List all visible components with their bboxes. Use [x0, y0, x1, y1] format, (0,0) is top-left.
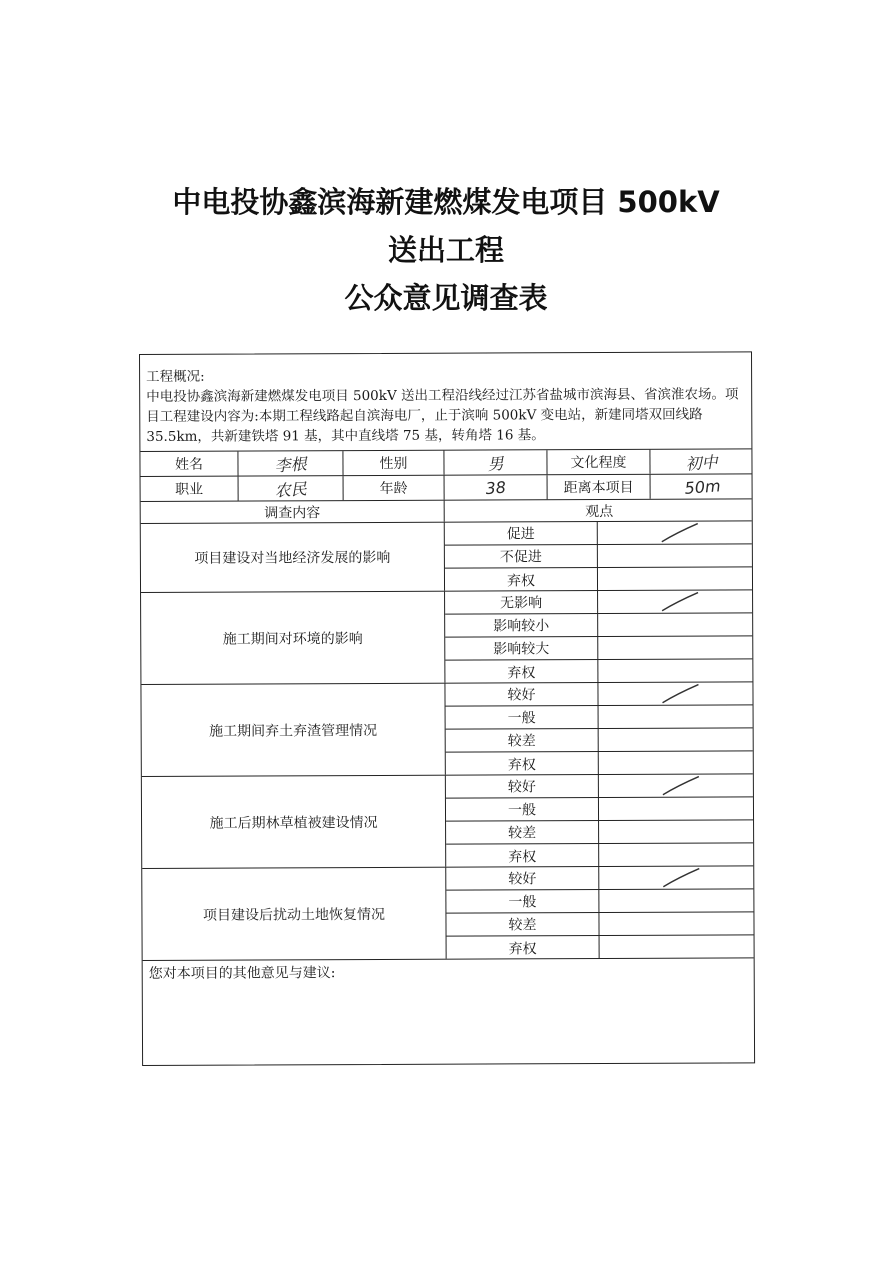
- option-row: [446, 912, 753, 936]
- check-mark-icon: [660, 683, 700, 705]
- option-checkbox[interactable]: [599, 751, 753, 775]
- option-row: [446, 705, 753, 729]
- survey-group: [142, 866, 753, 961]
- info-row-2: [141, 474, 752, 502]
- check-mark-icon: [660, 591, 700, 613]
- option-label: 弃权: [445, 568, 598, 592]
- distance-label: 距离本项目: [548, 475, 651, 499]
- other-comments-label: 您对本项目的其他意见与建议:: [148, 965, 336, 982]
- option-row: [446, 797, 753, 821]
- option-checkbox[interactable]: [598, 544, 752, 567]
- option-row: [445, 521, 752, 545]
- option-label: 较差: [446, 821, 599, 844]
- age-field[interactable]: [445, 475, 548, 499]
- survey-question: 施工期间弃土弃渣管理情况: [141, 684, 445, 776]
- option-checkbox[interactable]: [599, 797, 753, 820]
- gender-value: 男: [486, 453, 505, 474]
- option-row: [446, 866, 753, 890]
- option-row: [446, 843, 753, 867]
- check-mark-icon: [661, 775, 701, 797]
- option-checkbox[interactable]: [598, 521, 752, 544]
- option-label: 影响较大: [445, 637, 598, 660]
- education-label: 文化程度: [547, 450, 650, 474]
- option-label: 无影响: [445, 591, 598, 614]
- option-checkbox[interactable]: [599, 820, 753, 843]
- distance-value: 50m: [683, 475, 721, 498]
- name-label: 姓名: [140, 452, 238, 476]
- document-title: [0, 178, 892, 322]
- option-row: [446, 889, 753, 913]
- option-label: 弃权: [446, 752, 599, 776]
- option-label: 较好: [445, 683, 598, 706]
- option-checkbox[interactable]: [598, 682, 752, 705]
- check-mark-icon: [660, 522, 700, 544]
- project-overview: [140, 352, 751, 452]
- option-row: [446, 820, 753, 844]
- option-checkbox[interactable]: [599, 843, 753, 867]
- option-label: 弃权: [445, 660, 598, 684]
- option-label: 较差: [446, 729, 599, 752]
- option-row: [445, 682, 752, 706]
- option-checkbox[interactable]: [598, 590, 752, 613]
- option-row: [446, 751, 753, 775]
- occupation-label: 职业: [141, 477, 239, 501]
- opinion-header: 观点: [585, 503, 614, 520]
- survey-group: [141, 521, 752, 593]
- survey-question: 项目建设对当地经济发展的影响: [141, 523, 445, 592]
- content-header: 调查内容: [141, 501, 445, 523]
- option-row: [445, 613, 752, 637]
- option-row: [445, 636, 752, 660]
- option-checkbox[interactable]: [599, 889, 753, 912]
- occupation-value: 农民: [273, 478, 308, 500]
- option-row: [446, 774, 753, 798]
- age-value: 38: [484, 477, 507, 498]
- option-checkbox[interactable]: [599, 728, 753, 751]
- education-value: 初中: [685, 451, 719, 474]
- option-checkbox[interactable]: [598, 659, 752, 683]
- other-comments[interactable]: [143, 952, 754, 1065]
- option-checkbox[interactable]: [598, 613, 752, 636]
- info-row-1: [140, 449, 751, 477]
- option-label: 较差: [446, 913, 599, 936]
- option-label: 一般: [446, 706, 599, 729]
- age-label: 年龄: [344, 476, 445, 500]
- option-checkbox[interactable]: [599, 866, 753, 889]
- option-checkbox[interactable]: [599, 912, 753, 935]
- option-row: [445, 544, 752, 568]
- check-mark-icon: [661, 867, 701, 889]
- title-line-1: 中电投协鑫滨海新建燃煤发电项目 500kV: [172, 185, 720, 219]
- option-label: 较好: [446, 867, 599, 890]
- survey-question: 项目建设后扰动土地恢复情况: [142, 868, 446, 960]
- overview-label: 工程概况:: [146, 368, 205, 385]
- option-checkbox[interactable]: [599, 774, 753, 797]
- option-label: 弃权: [446, 844, 599, 868]
- occupation-field[interactable]: [239, 476, 344, 500]
- option-row: [445, 567, 752, 591]
- survey-question: 施工后期林草植被建设情况: [142, 776, 446, 868]
- option-checkbox[interactable]: [598, 567, 752, 591]
- gender-field[interactable]: [444, 450, 547, 474]
- option-checkbox[interactable]: [598, 636, 752, 659]
- gender-label: 性别: [343, 451, 444, 475]
- survey-question: 施工期间对环境的影响: [141, 592, 445, 684]
- option-label: 一般: [446, 798, 599, 821]
- option-label: 不促进: [445, 545, 598, 568]
- option-label: 弃权: [447, 936, 600, 960]
- distance-field[interactable]: [651, 474, 754, 498]
- name-field[interactable]: [238, 451, 343, 475]
- name-value: 李根: [273, 453, 308, 475]
- option-row: [446, 728, 753, 752]
- option-label: 较好: [446, 775, 599, 798]
- education-field[interactable]: [650, 449, 753, 473]
- survey-group: [141, 590, 752, 685]
- table-header: [141, 499, 752, 524]
- overview-text: 中电投协鑫滨海新建燃煤发电项目 500kV 送出工程沿线经过江苏省盐城市滨海县、省滨淮农场。项目工程建设内容为:本期工程线路起自滨海电厂，止于滨响 500kV 变电站，新建同塔双回线路 35.5km，共新建铁塔 91 基，其中直线塔 75 基，转角塔 16 基。: [146, 386, 739, 445]
- survey-group: [142, 774, 753, 869]
- option-checkbox[interactable]: [599, 705, 753, 728]
- title-line-2: 送出工程: [387, 233, 504, 267]
- option-label: 影响较小: [445, 614, 598, 637]
- title-line-3: 公众意见调查表: [344, 281, 548, 315]
- option-row: [445, 590, 752, 614]
- option-row: [445, 659, 752, 683]
- survey-group: [141, 682, 752, 777]
- option-label: 一般: [446, 890, 599, 913]
- option-label: 促进: [445, 522, 598, 545]
- survey-form: [139, 351, 755, 1066]
